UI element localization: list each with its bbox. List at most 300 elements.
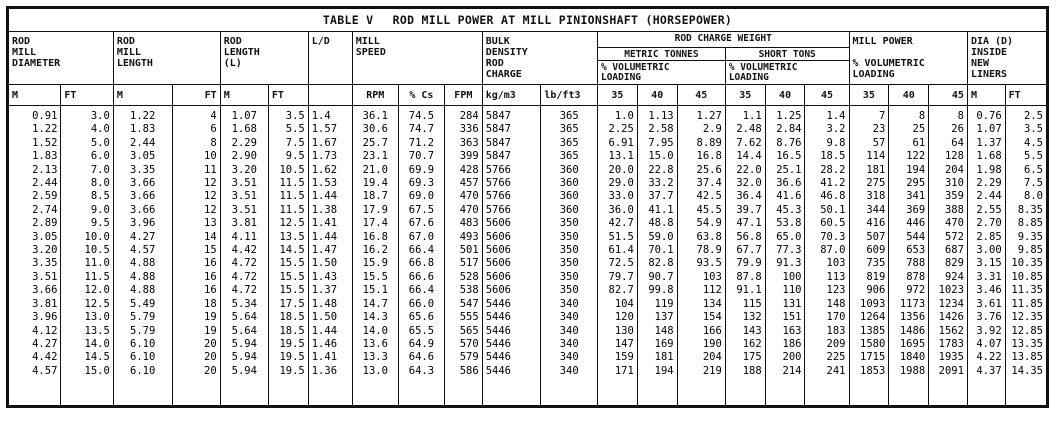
col-power-35 bbox=[849, 106, 889, 406]
table-cell: 69.0 bbox=[408, 190, 435, 203]
table-cell: 5766 bbox=[485, 190, 511, 203]
col-ld bbox=[308, 106, 352, 406]
table-cell: 1.22 bbox=[130, 110, 156, 122]
table-cell: 570 bbox=[459, 337, 479, 350]
header-dia-inside-liners: DIA (D) INSIDE NEW LINERS bbox=[967, 32, 1046, 85]
table-cell: 1356 bbox=[899, 311, 926, 324]
table-cell: 162 bbox=[742, 337, 762, 350]
table-cell: 4.5 bbox=[1024, 136, 1043, 149]
table-cell: 565 bbox=[459, 324, 479, 337]
table-cell: 183 bbox=[826, 324, 846, 337]
table-cell: 517 bbox=[459, 257, 479, 270]
table-cell: 528 bbox=[459, 270, 479, 283]
table-cell: 26 bbox=[951, 123, 964, 136]
table-cell: 66.6 bbox=[408, 270, 435, 283]
table-cell: 23.1 bbox=[362, 150, 388, 163]
unit-cell: 45 bbox=[805, 85, 849, 106]
table-cell: 3.66 bbox=[130, 203, 156, 216]
table-cell: 6.10 bbox=[130, 351, 156, 364]
table-cell: 143 bbox=[742, 324, 762, 337]
table-cell: 1.1 bbox=[742, 110, 762, 122]
table-cell: 33.0 bbox=[608, 190, 634, 203]
unit-cell: 35 bbox=[849, 85, 889, 106]
table-cell: 16.5 bbox=[776, 150, 802, 163]
table-cell: 365 bbox=[559, 123, 579, 136]
table-cell: 74.7 bbox=[408, 123, 435, 136]
table-cell: 25.7 bbox=[362, 136, 388, 149]
table-cell: 340 bbox=[559, 351, 579, 364]
table-cell: 5847 bbox=[485, 110, 511, 122]
table-cell: 483 bbox=[459, 217, 479, 230]
table-cell: 64 bbox=[951, 136, 964, 149]
table-cell: 3.51 bbox=[231, 177, 257, 190]
header-short-loading: % VOLUMETRIC LOADING bbox=[725, 61, 849, 85]
table-cell: 1.37 bbox=[976, 136, 1002, 149]
table-cell: 1988 bbox=[899, 364, 926, 377]
table-cell: 12 bbox=[204, 203, 217, 216]
table-cell: 74.5 bbox=[408, 110, 435, 122]
table-cell: 21.0 bbox=[362, 163, 388, 176]
table-cell: 5446 bbox=[485, 351, 511, 364]
table-cell: 12 bbox=[204, 177, 217, 190]
table-cell: 687 bbox=[944, 244, 964, 257]
table-cell: 416 bbox=[866, 217, 886, 230]
table-cell: 14.0 bbox=[84, 337, 110, 350]
table-cell: 14 bbox=[204, 230, 217, 243]
table-cell: 65.0 bbox=[776, 230, 802, 243]
table-title bbox=[9, 9, 1047, 32]
table-cell: 87.8 bbox=[736, 270, 762, 283]
table-cell: 365 bbox=[559, 136, 579, 149]
table-cell: 66.4 bbox=[408, 284, 435, 297]
table-cell: 16 bbox=[204, 270, 217, 283]
table-cell: 318 bbox=[866, 190, 886, 203]
table-cell: 93.5 bbox=[696, 257, 722, 270]
table-cell: 7.5 bbox=[1024, 177, 1043, 190]
table-cell: 170 bbox=[826, 311, 846, 324]
table-cell: 25.1 bbox=[776, 163, 802, 176]
table-cell: 1715 bbox=[860, 351, 886, 364]
table-cell: 470 bbox=[459, 190, 479, 203]
table-cell: 64.9 bbox=[408, 337, 435, 350]
col-metric-35 bbox=[597, 106, 637, 406]
table-cell: 878 bbox=[906, 270, 926, 283]
table-cell: 2.44 bbox=[130, 136, 156, 149]
table-cell: 4.72 bbox=[231, 284, 257, 297]
table-cell: 10.5 bbox=[279, 163, 305, 176]
table-cell: 3.20 bbox=[32, 244, 58, 257]
col-pct-cs bbox=[398, 106, 444, 406]
table-cell: 25.6 bbox=[696, 163, 722, 176]
unit-cell: M bbox=[9, 85, 61, 106]
table-cell: 1.53 bbox=[311, 177, 338, 190]
table-cell: 22.0 bbox=[736, 163, 762, 176]
table-cell: 360 bbox=[559, 190, 579, 203]
table-cell: 120 bbox=[614, 311, 634, 324]
table-cell: 1.41 bbox=[311, 217, 338, 230]
table-cell: 8 bbox=[210, 136, 217, 149]
table-cell: 17.4 bbox=[362, 217, 388, 230]
table-cell: 5446 bbox=[485, 324, 511, 337]
table-cell: 36.0 bbox=[608, 203, 634, 216]
table-cell: 5.94 bbox=[231, 351, 257, 364]
table-cell: 11.5 bbox=[279, 177, 305, 190]
table-cell: 166 bbox=[702, 324, 722, 337]
table-cell: 1.83 bbox=[130, 123, 156, 136]
table-cell: 1.50 bbox=[311, 257, 338, 270]
table-cell: 37.7 bbox=[648, 190, 674, 203]
table-cell: 8.89 bbox=[696, 136, 722, 149]
table-cell: 12.35 bbox=[1011, 311, 1043, 324]
table-cell: 69.9 bbox=[408, 163, 435, 176]
table-cell: 5606 bbox=[485, 244, 511, 257]
table-cell: 1486 bbox=[899, 324, 926, 337]
table-cell: 122 bbox=[906, 150, 926, 163]
table-cell: 1.46 bbox=[311, 337, 338, 350]
table-cell: 2.90 bbox=[231, 150, 257, 163]
table-cell: 36.1 bbox=[362, 110, 388, 122]
table-cell: 6.10 bbox=[130, 337, 156, 350]
table-cell: 113 bbox=[826, 270, 846, 283]
table-cell: 3.66 bbox=[32, 284, 58, 297]
table-cell: 1.83 bbox=[32, 150, 58, 163]
table-cell: 69.3 bbox=[408, 177, 435, 190]
table-cell: 5.34 bbox=[231, 297, 257, 310]
table-cell: 1.73 bbox=[311, 150, 338, 163]
table-cell: 15 bbox=[204, 244, 217, 257]
table-cell: 67.0 bbox=[408, 230, 435, 243]
table-cell: 112 bbox=[702, 284, 722, 297]
table-cell: 1.25 bbox=[776, 110, 802, 122]
table-cell: 2.55 bbox=[976, 203, 1002, 216]
table-cell: 241 bbox=[826, 364, 846, 377]
table-cell: 1.68 bbox=[976, 150, 1002, 163]
table-cell: 5847 bbox=[485, 150, 511, 163]
table-cell: 15.5 bbox=[362, 270, 388, 283]
unit-cell: lb/ft3 bbox=[541, 85, 598, 106]
table-cell: 1.13 bbox=[648, 110, 674, 122]
unit-cell: 35 bbox=[725, 85, 765, 106]
table-cell: 3.5 bbox=[285, 110, 305, 122]
table-cell: 200 bbox=[782, 351, 802, 364]
table-cell: 50.1 bbox=[820, 203, 846, 216]
table-cell: 1562 bbox=[938, 324, 964, 337]
table-cell: 2.29 bbox=[231, 136, 257, 149]
table-cell: 59.0 bbox=[648, 230, 674, 243]
table-cell: 5606 bbox=[485, 257, 511, 270]
table-cell: 1.47 bbox=[311, 244, 338, 257]
table-cell: 388 bbox=[944, 203, 964, 216]
table-cell: 13.5 bbox=[84, 324, 110, 337]
table-cell: 66.0 bbox=[408, 297, 435, 310]
table-cell: 11.85 bbox=[1011, 297, 1043, 310]
table-cell: 47.1 bbox=[736, 217, 762, 230]
table-cell: 70.3 bbox=[820, 230, 846, 243]
table-cell: 10.0 bbox=[84, 230, 110, 243]
table-title-text: ROD MILL POWER AT MILL PINIONSHAFT (HORSEPOWER) bbox=[392, 13, 733, 27]
table-cell: 30.6 bbox=[362, 123, 388, 136]
table-cell: 0.91 bbox=[32, 110, 58, 122]
table-cell: 194 bbox=[654, 364, 674, 377]
col-length-m bbox=[113, 106, 172, 406]
table-cell: 163 bbox=[782, 324, 802, 337]
table-cell: 5446 bbox=[485, 364, 511, 377]
table-cell: 972 bbox=[906, 284, 926, 297]
table-cell: 63.8 bbox=[696, 230, 722, 243]
table-cell: 171 bbox=[614, 364, 634, 377]
col-short-35 bbox=[725, 106, 765, 406]
table-cell: 11 bbox=[204, 163, 217, 176]
table-cell: 10.35 bbox=[1011, 257, 1043, 270]
table-cell: 12 bbox=[204, 190, 217, 203]
table-cell: 1.07 bbox=[976, 123, 1002, 136]
table-cell: 1385 bbox=[860, 324, 886, 337]
table-cell: 18 bbox=[204, 297, 217, 310]
table-cell: 12.5 bbox=[84, 297, 110, 310]
table-cell: 169 bbox=[654, 337, 674, 350]
table-cell: 350 bbox=[559, 284, 579, 297]
header-short-tons: SHORT TONS bbox=[725, 48, 849, 61]
table-cell: 360 bbox=[559, 203, 579, 216]
unit-cell: 35 bbox=[597, 85, 637, 106]
table-cell: 1935 bbox=[938, 351, 964, 364]
col-rod-length-m bbox=[220, 106, 268, 406]
table-cell: 17.5 bbox=[279, 297, 305, 310]
table-cell: 70.1 bbox=[648, 244, 674, 257]
col-length-ft bbox=[172, 106, 220, 406]
unit-cell: 40 bbox=[889, 85, 929, 106]
table-cell: 470 bbox=[459, 203, 479, 216]
col-short-45 bbox=[805, 106, 849, 406]
col-diameter-m bbox=[9, 106, 61, 406]
table-cell: 1.36 bbox=[311, 364, 338, 377]
table-cell: 906 bbox=[866, 284, 886, 297]
table-cell: 3.81 bbox=[231, 217, 257, 230]
table-cell: 12.85 bbox=[1011, 324, 1043, 337]
table-cell: 5446 bbox=[485, 297, 511, 310]
table-cell: 470 bbox=[944, 217, 964, 230]
table-cell: 57 bbox=[872, 136, 886, 149]
table-cell: 29.0 bbox=[608, 177, 634, 190]
header-metric-loading: % VOLUMETRIC LOADING bbox=[597, 61, 725, 85]
table-cell: 14.5 bbox=[279, 244, 305, 257]
table-cell: 5766 bbox=[485, 203, 511, 216]
table-cell: 7.62 bbox=[736, 136, 762, 149]
table-cell: 14.5 bbox=[84, 351, 110, 364]
table-cell: 457 bbox=[459, 177, 479, 190]
table-cell: 64.3 bbox=[408, 364, 435, 377]
table-cell: 5.49 bbox=[130, 297, 156, 310]
table-cell: 1695 bbox=[899, 337, 926, 350]
table-cell: 1840 bbox=[899, 351, 926, 364]
table-cell: 16 bbox=[204, 284, 217, 297]
header-rod-charge-weight: ROD CHARGE WEIGHT bbox=[597, 32, 849, 48]
table-cell: 5766 bbox=[485, 163, 511, 176]
table-cell: 16.8 bbox=[696, 150, 722, 163]
table-cell: 4.22 bbox=[976, 351, 1002, 364]
table-cell: 128 bbox=[944, 150, 964, 163]
table-cell: 67.7 bbox=[736, 244, 762, 257]
table-cell: 45.3 bbox=[776, 203, 802, 216]
table-cell: 13.0 bbox=[84, 311, 110, 324]
unit-cell: 40 bbox=[637, 85, 677, 106]
table-cell: 9.0 bbox=[90, 203, 110, 216]
table-cell: 2.70 bbox=[976, 217, 1002, 230]
unit-cell: M bbox=[220, 85, 268, 106]
table-cell: 1853 bbox=[860, 364, 886, 377]
table-cell: 359 bbox=[944, 190, 964, 203]
table-cell: 32.0 bbox=[736, 177, 762, 190]
table-cell: 572 bbox=[944, 230, 964, 243]
table-cell: 7 bbox=[879, 110, 886, 122]
table-cell: 350 bbox=[559, 230, 579, 243]
table-cell: 90.7 bbox=[648, 270, 674, 283]
table-cell: 194 bbox=[906, 163, 926, 176]
table-cell: 363 bbox=[459, 136, 479, 149]
table-cell: 175 bbox=[742, 351, 762, 364]
table-cell: 5606 bbox=[485, 270, 511, 283]
table-cell: 3.96 bbox=[130, 217, 156, 230]
table-cell: 340 bbox=[559, 324, 579, 337]
table-cell: 79.7 bbox=[608, 270, 634, 283]
table-cell: 41.6 bbox=[776, 190, 802, 203]
header-rod-mill-length: ROD MILL LENGTH bbox=[113, 32, 220, 85]
table-cell: 6 bbox=[210, 123, 217, 136]
table-cell: 19.5 bbox=[279, 364, 305, 377]
table-cell: 3.05 bbox=[130, 150, 156, 163]
table-cell: 1.07 bbox=[231, 110, 257, 122]
table-cell: 48.8 bbox=[648, 217, 674, 230]
table-cell: 2.74 bbox=[32, 203, 58, 216]
table-cell: 61.4 bbox=[608, 244, 634, 257]
table-cell: 36.4 bbox=[736, 190, 762, 203]
table-cell: 70.7 bbox=[408, 150, 435, 163]
table-cell: 16 bbox=[204, 257, 217, 270]
table-cell: 67.6 bbox=[408, 217, 435, 230]
table-cell: 12.5 bbox=[279, 217, 305, 230]
table-cell: 2.58 bbox=[648, 123, 674, 136]
table-cell: 2091 bbox=[938, 364, 964, 377]
unit-cell: 45 bbox=[677, 85, 725, 106]
col-power-45 bbox=[929, 106, 968, 406]
table-cell: 77.3 bbox=[776, 244, 802, 257]
table-cell: 10.5 bbox=[84, 244, 110, 257]
table-cell: 360 bbox=[559, 163, 579, 176]
table-cell: 1093 bbox=[860, 297, 886, 310]
table-cell: 123 bbox=[826, 284, 846, 297]
table-cell: 1.62 bbox=[311, 163, 338, 176]
table-cell: 350 bbox=[559, 270, 579, 283]
table-cell: 4.37 bbox=[976, 364, 1002, 377]
header-mill-power: MILL POWER % VOLUMETRIC LOADING bbox=[849, 32, 967, 85]
table-cell: 20 bbox=[204, 337, 217, 350]
table-cell: 13.6 bbox=[362, 337, 388, 350]
unit-cell: FT bbox=[268, 85, 308, 106]
table-cell: 5.5 bbox=[1024, 150, 1043, 163]
table-cell: 9.8 bbox=[826, 136, 846, 149]
table-cell: 19.5 bbox=[279, 351, 305, 364]
table-cell: 3.66 bbox=[130, 177, 156, 190]
table-cell: 67.5 bbox=[408, 203, 435, 216]
col-metric-40 bbox=[637, 106, 677, 406]
table-cell: 3.51 bbox=[231, 203, 257, 216]
table-cell: 10 bbox=[204, 150, 217, 163]
table-cell: 5606 bbox=[485, 284, 511, 297]
table-cell: 5.79 bbox=[130, 324, 156, 337]
table-cell: 19 bbox=[204, 311, 217, 324]
table-cell: 4.27 bbox=[32, 337, 58, 350]
table-cell: 20.0 bbox=[608, 163, 634, 176]
table-cell: 42.7 bbox=[608, 217, 634, 230]
table-cell: 11.5 bbox=[279, 203, 305, 216]
col-dia-ft bbox=[1005, 106, 1046, 406]
table-cell: 19.5 bbox=[279, 337, 305, 350]
table-cell: 3.76 bbox=[976, 311, 1002, 324]
unit-cell: FT bbox=[172, 85, 220, 106]
table-cell: 1580 bbox=[860, 337, 886, 350]
header-mill-speed: MILL SPEED bbox=[352, 32, 482, 85]
table-cell: 5.79 bbox=[130, 311, 156, 324]
table-cell: 11.5 bbox=[279, 190, 305, 203]
table-cell: 103 bbox=[826, 257, 846, 270]
table-cell: 6.10 bbox=[130, 364, 156, 377]
table-cell: 65.6 bbox=[408, 311, 435, 324]
table-cell: 1426 bbox=[938, 311, 964, 324]
table-cell: 188 bbox=[742, 364, 762, 377]
table-cell: 609 bbox=[866, 244, 886, 257]
table-cell: 284 bbox=[459, 110, 479, 122]
table-cell: 735 bbox=[866, 257, 886, 270]
unit-cell: M bbox=[967, 85, 1005, 106]
table-cell: 1.68 bbox=[231, 123, 257, 136]
table-cell: 3.31 bbox=[976, 270, 1002, 283]
table-cell: 18.5 bbox=[279, 324, 305, 337]
table-cell: 3.05 bbox=[32, 230, 58, 243]
table-cell: 13.85 bbox=[1011, 351, 1043, 364]
table-cell: 154 bbox=[702, 311, 722, 324]
table-cell: 4.12 bbox=[32, 324, 58, 337]
table-cell: 66.8 bbox=[408, 257, 435, 270]
table-cell: 2.5 bbox=[1024, 110, 1043, 122]
table-cell: 3.00 bbox=[976, 244, 1002, 257]
table-cell: 4.88 bbox=[130, 270, 156, 283]
table-cell: 134 bbox=[702, 297, 722, 310]
table-cell: 13 bbox=[204, 217, 217, 230]
table-cell: 350 bbox=[559, 217, 579, 230]
table-cell: 5606 bbox=[485, 230, 511, 243]
table-cell: 1023 bbox=[938, 284, 964, 297]
table-cell: 42.5 bbox=[696, 190, 722, 203]
table-cell: 53.8 bbox=[776, 217, 802, 230]
table-cell: 9.5 bbox=[90, 217, 110, 230]
table-cell: 20 bbox=[204, 364, 217, 377]
table-cell: 5847 bbox=[485, 136, 511, 149]
table-cell: 7.95 bbox=[648, 136, 674, 149]
table-cell: 3.20 bbox=[231, 163, 257, 176]
table-cell: 91.1 bbox=[736, 284, 762, 297]
table-cell: 3.0 bbox=[90, 110, 110, 122]
col-diameter-ft bbox=[61, 106, 113, 406]
table-cell: 3.51 bbox=[231, 190, 257, 203]
table-cell: 110 bbox=[782, 284, 802, 297]
table-cell: 12.0 bbox=[84, 284, 110, 297]
table-cell: 4.88 bbox=[130, 284, 156, 297]
header-rod-length: ROD LENGTH (L) bbox=[220, 32, 308, 85]
table-cell: 14.4 bbox=[736, 150, 762, 163]
table-cell: 204 bbox=[944, 163, 964, 176]
table-cell: 114 bbox=[866, 150, 886, 163]
table-cell: 8.35 bbox=[1017, 203, 1043, 216]
